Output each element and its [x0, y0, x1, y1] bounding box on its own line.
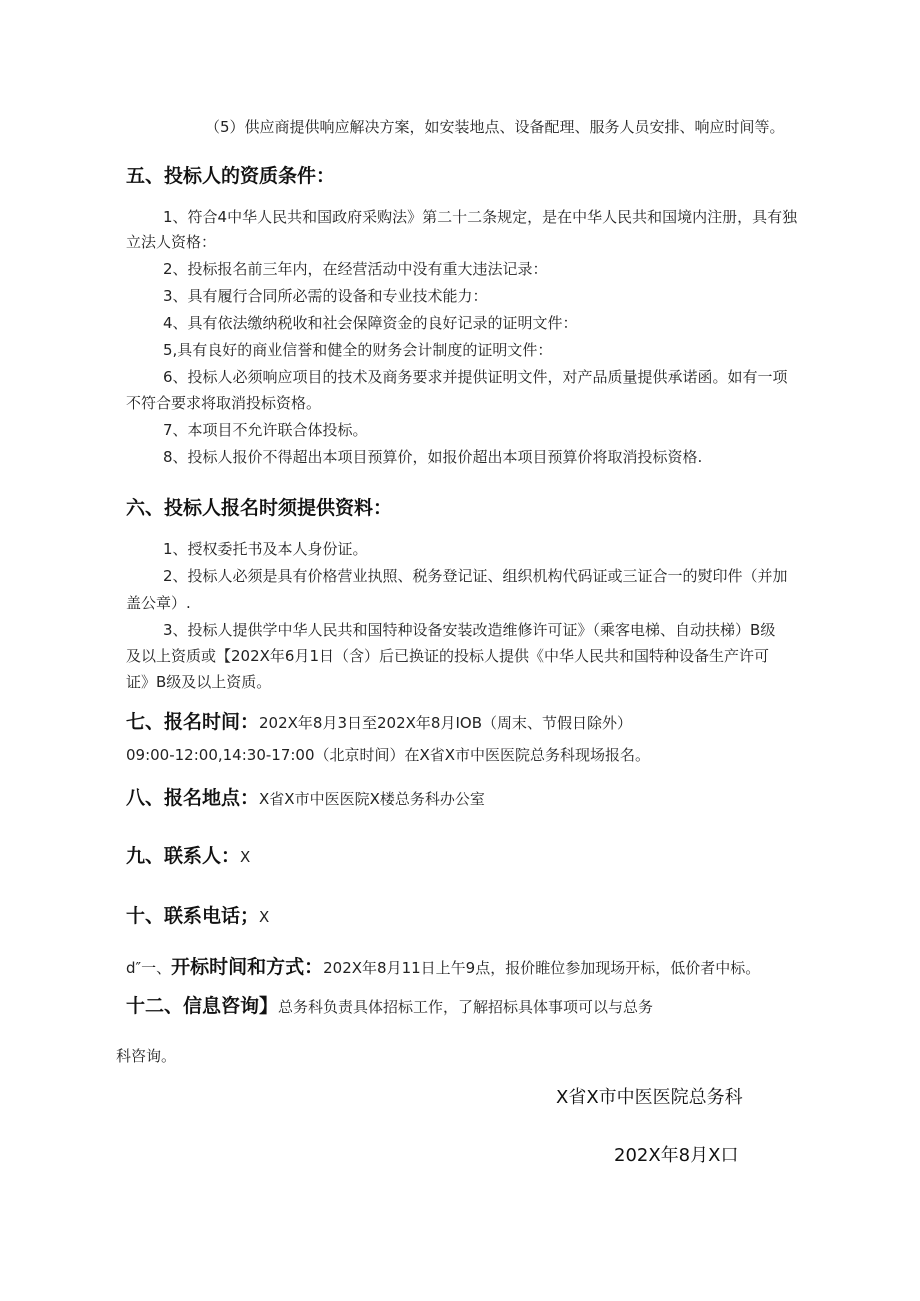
section-5-heading: 五、投标人的资质条件： — [126, 165, 336, 187]
section-11-label: 开标时间和方式： — [171, 956, 324, 978]
section-5-item-1: 1、符合4中华人民共和国政府采购法》第二十二条规定，是在中华人民共和国境内注册，具有独 — [163, 208, 798, 226]
section-5-item-8: 8、投标人报价不得超出本项目预算价，如报价超出本项目预算价将取消投标资格. — [163, 448, 703, 466]
section-12-line — [126, 996, 653, 1017]
section-8-body: X省X市中医医院X楼总务科办公室 — [259, 790, 485, 808]
section-12-cont: 科咨询。 — [116, 1047, 177, 1065]
section-11-line — [126, 957, 760, 978]
section-6-item-1: 1、授权委托书及本人身份证。 — [163, 540, 368, 558]
section-10-body: X — [259, 908, 270, 926]
section-9-label: 九、联系人： — [126, 845, 241, 867]
item-5-text: （5）供应商提供响应解决方案，如安装地点、设备配理、服务人员安排、响应时间等。 — [205, 118, 785, 136]
section-5-item-6-cont: 不符合要求将取消投标资格。 — [126, 394, 322, 412]
section-6-item-2-cont: 盖公章）. — [126, 594, 191, 612]
section-7-label: 七、报名时间： — [126, 711, 260, 733]
section-7-hours: 09:00-12:00,14:30-17:00（北京时间）在X省X市中医医院总务科现场报名。 — [126, 746, 651, 764]
section-8-line — [126, 788, 485, 809]
section-9-line — [126, 846, 250, 867]
section-5-item-4: 4、具有依法缴纳税收和社会保障资金的良好记录的证明文件： — [163, 314, 578, 332]
section-12-body: 总务科负责具体招标工作，了解招标具体事项可以与总务 — [278, 998, 654, 1016]
section-5-item-3: 3、具有履行合同所必需的设备和专业技术能力： — [163, 287, 488, 305]
section-11-prefix: d″一、 — [126, 959, 172, 977]
section-11-body: 202X年8月11日上午9点，报价睢位参加现场开标，低价者中标。 — [323, 959, 761, 977]
section-9-body: X — [240, 848, 251, 866]
section-5-item-1-cont: 立法人资格： — [126, 233, 217, 251]
section-5-item-6: 6、投标人必须响应项目的技术及商务要求并提供证明文件，对产品质量提供承诺函。如有一项 — [163, 368, 788, 386]
section-6-item-2: 2、投标人必须是具有价格营业执照、税务登记证、组织机构代码证或三证合一的熨印件（并加 — [163, 567, 788, 585]
section-5-item-5: 5,具有良好的商业信誉和健全的财务会计制度的证明文件： — [163, 341, 553, 359]
section-7-line — [126, 712, 632, 733]
section-5-item-2: 2、投标报名前三年内，在经营活动中没有重大违法记录： — [163, 260, 548, 278]
section-6-heading: 六、投标人报名时须提供资料： — [126, 497, 393, 519]
section-6-item-3-cont-2: 证》B级及以上资质。 — [126, 673, 272, 691]
section-7-body: 202X年8月3日至202X年8月IOB（周末、节假日除外） — [259, 714, 632, 732]
section-6-item-3-cont-1: 及以上资质或【202X年6月1日（含）后已换证的投标人提供《中华人民共和国特种设备生产许可 — [126, 647, 769, 665]
signature-org: X省X市中医医院总务科 — [556, 1087, 743, 1108]
section-5-item-7: 7、本项目不允许联合体投标。 — [163, 421, 368, 439]
section-12-label: 十二、信息咨询】 — [126, 995, 279, 1017]
section-10-line — [126, 906, 269, 927]
signature-date: 202X年8月X口 — [614, 1145, 739, 1166]
section-8-label: 八、报名地点： — [126, 787, 260, 809]
section-10-label: 十、联系电话； — [126, 905, 260, 927]
section-6-item-3: 3、投标人提供学中华人民共和国特种设备安装改造维修许可证》（乘客电梯、自动扶梯）B级 — [163, 621, 776, 639]
